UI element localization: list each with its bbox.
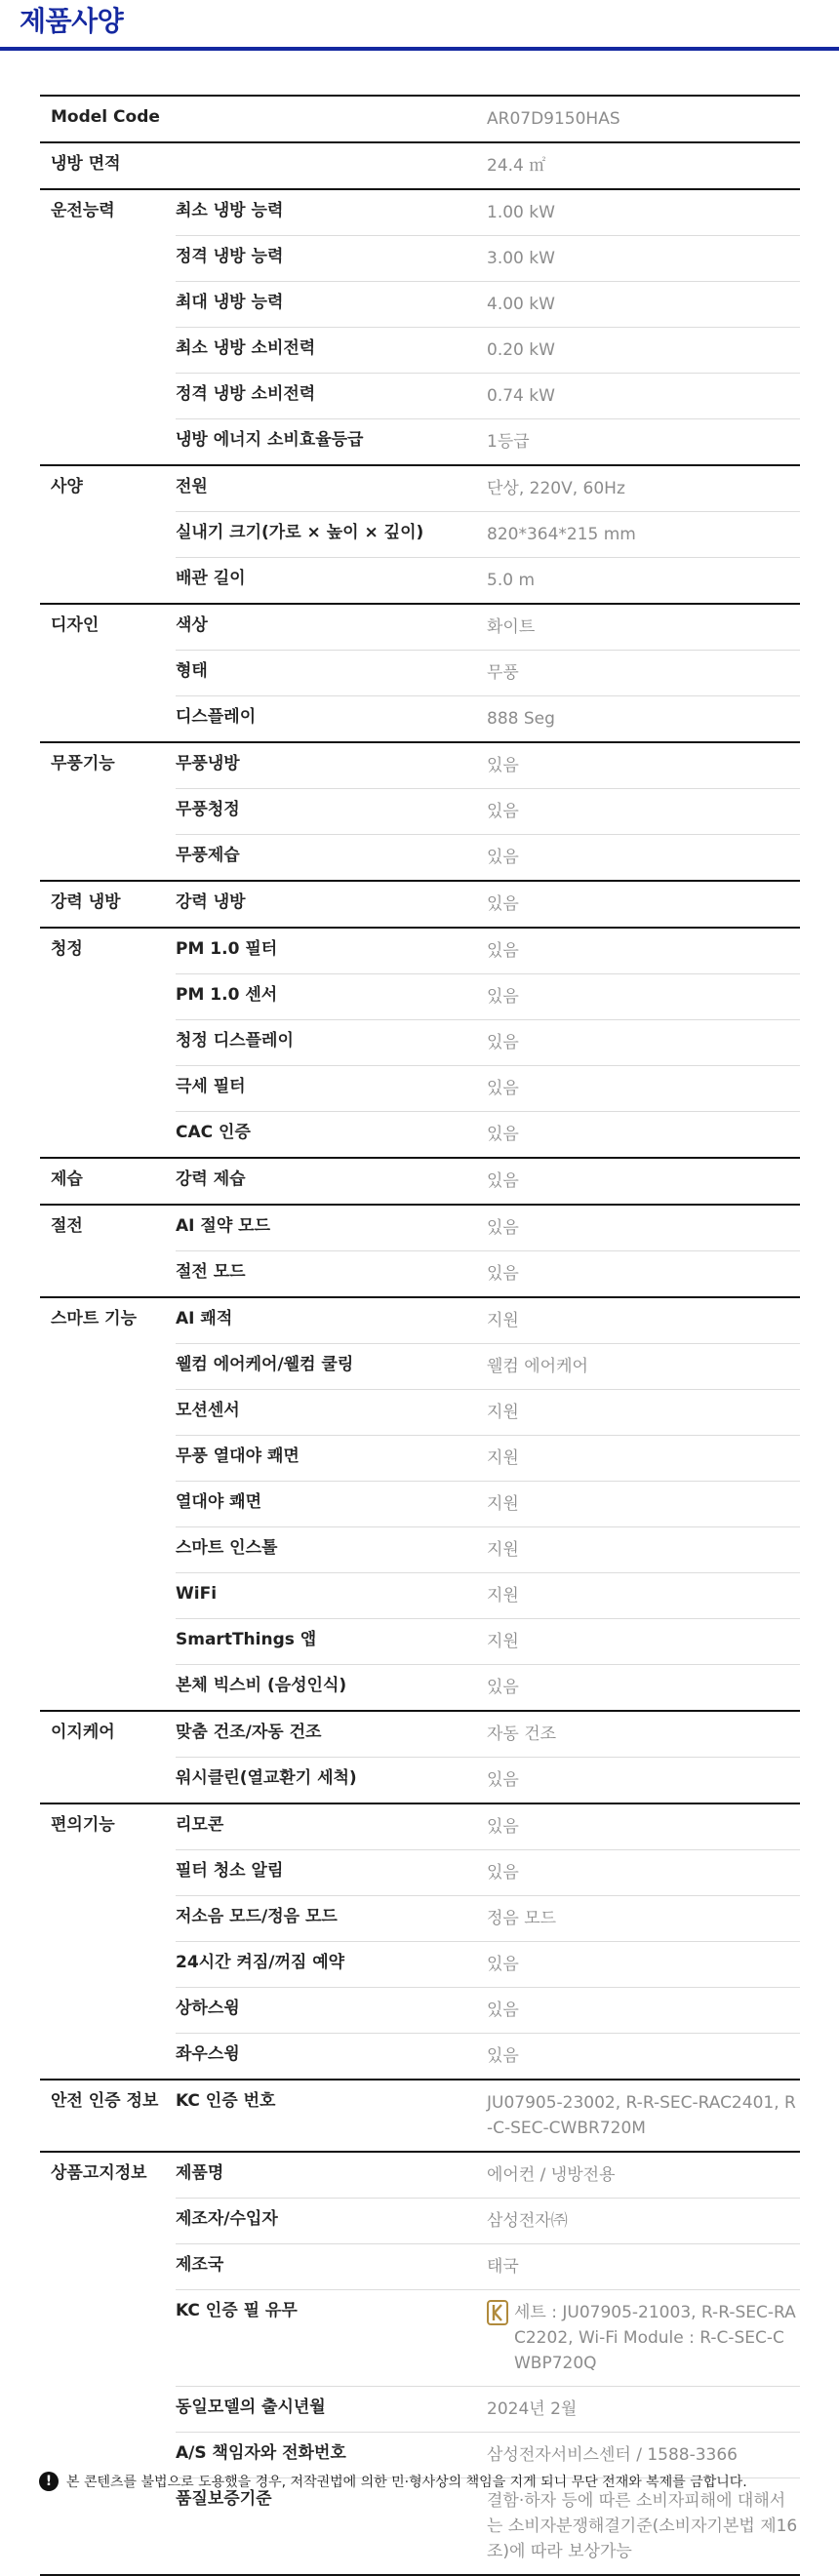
spec-row [176,835,800,880]
spec-value: 에어컨 / 냉방전용 [487,2165,616,2185]
spec-row [176,2034,800,2079]
spec-row [176,1527,800,1573]
spec-label: 최대 냉방 능력 [176,293,284,312]
spec-label: 전원 [176,477,208,496]
spec-row [176,1482,800,1527]
spec-label: 무풍청정 [176,800,240,819]
spec-group [40,190,800,466]
spec-row [176,419,800,464]
spec-value [487,2290,800,2386]
spec-value: 있음 [487,1863,519,1882]
spec-row [176,1619,800,1665]
spec-row [176,328,800,374]
spec-label: 색상 [176,615,208,635]
spec-row [176,374,800,419]
spec-group-name: 청정 [51,939,83,959]
spec-group-name: 스마트 기능 [51,1309,138,1328]
spec-row [487,143,800,188]
spec-label: 실내기 크기(가로 × 높이 × 깊이) [176,523,424,542]
spec-label: 극세 필터 [176,1077,246,1096]
spec-group [40,1712,800,1804]
spec-value: 무풍 [487,663,519,683]
spec-label: 강력 제습 [176,1169,246,1189]
spec-value: 단상, 220V, 60Hz [487,479,625,498]
spec-value: 자동 건조 [487,1724,557,1744]
spec-row [176,1206,800,1251]
spec-group [40,97,800,143]
spec-value: 있음 [487,802,519,821]
spec-value: 있음 [487,2001,519,2020]
spec-value: 0.20 kW [487,340,555,360]
spec-value: 삼성전자서비스센터 / 1588-3366 [487,2445,738,2465]
spec-label: AI 쾌적 [176,1309,233,1328]
spec-value: 있음 [487,1955,519,1974]
spec-table [40,95,800,2576]
spec-label: 무풍제습 [176,846,240,865]
spec-row [176,605,800,651]
spec-row [176,651,800,696]
spec-row [176,466,800,512]
spec-label: 스마트 인스톨 [176,1538,278,1558]
spec-row [176,1804,800,1850]
spec-group-name: 디자인 [51,615,100,635]
spec-row [176,789,800,835]
spec-label: 모션센서 [176,1401,240,1420]
spec-label: 동일모델의 출시년월 [176,2398,326,2417]
spec-value: 있음 [487,1033,519,1052]
spec-label: 리모콘 [176,1815,224,1835]
spec-label: CAC 인증 [176,1123,251,1142]
spec-value: 웰컴 에어케어 [487,1357,588,1376]
spec-row [176,1251,800,1296]
kc-mark-icon [487,2300,508,2325]
spec-value: 820*364*215 mm [487,525,636,544]
notice-text: 본 콘텐츠를 불법으로 도용했을 경우, 저작권법에 의한 민·형사상의 책임을 지게 되니 무단 전재와 복제를 금합니다. [66,2475,747,2490]
spec-group-name: 운전능력 [51,201,115,220]
spec-row [176,236,800,282]
spec-row [176,1573,800,1619]
spec-value: 있음 [487,1678,519,1697]
spec-group [40,2081,800,2153]
spec-label: PM 1.0 센서 [176,985,278,1005]
spec-value: 삼성전자㈜ [487,2211,568,2231]
spec-group [40,1206,800,1298]
spec-value: JU07905-23002, R-R-SEC-RAC2401, R-C-SEC-CWBR720M [487,2093,796,2138]
spec-label: 맞춤 건조/자동 건조 [176,1723,322,1742]
spec-value: 있음 [487,1079,519,1098]
spec-row [176,2290,800,2387]
spec-row [176,1436,800,1482]
spec-row [176,1896,800,1942]
spec-value: 있음 [487,1218,519,1238]
spec-value: 2024년 2월 [487,2399,578,2419]
spec-group [40,1159,800,1206]
spec-value: AR07D9150HAS [487,109,620,129]
spec-row [176,974,800,1020]
spec-value: 있음 [487,1770,519,1790]
spec-label: 필터 청소 알림 [176,1861,284,1881]
spec-value: 지원 [487,1403,519,1422]
spec-group-name: 냉방 면적 [51,154,121,174]
kc-value-text: 세트 : JU07905-21003, R-R-SEC-RAC2202, Wi-Fi Module : R-C-SEC-CWBP720Q [514,2303,796,2373]
spec-value: 4.00 kW [487,295,555,314]
spec-value: 1등급 [487,432,530,452]
spec-row [176,1112,800,1157]
spec-row [176,1298,800,1344]
spec-value: 5.0 m [487,571,535,590]
spec-label: KC 인증 번호 [176,2091,276,2111]
spec-row [176,882,800,927]
spec-group [40,1298,800,1712]
spec-row [176,1020,800,1066]
spec-label: 형태 [176,661,208,681]
spec-row [176,512,800,558]
spec-row [176,1758,800,1803]
spec-row [176,1850,800,1896]
spec-row [176,929,800,974]
copyright-notice [39,2472,810,2491]
page-title: 제품사양 [20,5,124,37]
spec-label: 제조국 [176,2255,224,2275]
spec-value: 결함·하자 등에 따른 소비자피해에 대해서는 소비자분쟁해결기준(소비자기본법 제16조)에 따라 보상가능 [487,2491,798,2561]
spec-label: KC 인증 필 유무 [176,2301,298,2320]
spec-label: 본체 빅스비 (음성인식) [176,1676,347,1695]
spec-row [176,1942,800,1988]
spec-label: AI 절약 모드 [176,1216,271,1236]
spec-label: 제조자/수입자 [176,2209,278,2229]
spec-label: 디스플레이 [176,707,257,727]
spec-value: 화이트 [487,617,536,637]
spec-row [176,2199,800,2244]
spec-group [40,882,800,929]
spec-group [40,1804,800,2081]
spec-label: PM 1.0 필터 [176,939,278,959]
spec-group [40,143,800,190]
spec-label: 제품명 [176,2163,224,2183]
spec-value: 있음 [487,756,519,775]
spec-label: 열대야 쾌면 [176,1492,262,1512]
spec-group-name: 무풍기능 [51,754,115,773]
spec-value: 정음 모드 [487,1909,557,1928]
spec-group-name: Model Code [51,107,160,127]
spec-group [40,743,800,882]
spec-value: 지원 [487,1540,519,1560]
spec-value: 있음 [487,2046,519,2066]
spec-row [176,1712,800,1758]
spec-group-name: 안전 인증 정보 [51,2091,159,2111]
spec-label: SmartThings 앱 [176,1630,317,1649]
spec-row [176,1159,800,1204]
spec-group-name: 강력 냉방 [51,892,121,912]
spec-label: 정격 냉방 소비전력 [176,384,316,404]
spec-row [176,2478,800,2574]
spec-value: 지원 [487,1632,519,1651]
spec-group-name: 상품고지정보 [51,2163,147,2183]
spec-row [176,2153,800,2199]
spec-group [40,466,800,605]
spec-value: 1.00 kW [487,203,555,222]
spec-row [176,1066,800,1112]
spec-row [487,97,800,141]
spec-value: 있음 [487,987,519,1007]
spec-row [176,282,800,328]
spec-value: 있음 [487,848,519,867]
spec-value: 있음 [487,941,519,961]
spec-row [176,558,800,603]
spec-value: 있음 [487,1264,519,1284]
spec-row [176,2387,800,2433]
spec-row [176,1344,800,1390]
spec-label: 최소 냉방 소비전력 [176,338,316,358]
spec-group-name: 사양 [51,477,83,496]
spec-row [176,2081,800,2151]
spec-value: 24.4 ㎡ [487,156,546,176]
spec-row [176,1390,800,1436]
spec-label: 웰컴 에어케어/웰컴 쿨링 [176,1355,354,1374]
spec-group-name: 편의기능 [51,1815,115,1835]
spec-value: 있음 [487,894,519,914]
spec-value: 지원 [487,1494,519,1514]
spec-label: 품질보증기준 [176,2489,272,2509]
spec-label: 냉방 에너지 소비효율등급 [176,430,364,450]
spec-group-name: 절전 [51,1216,83,1236]
warning-icon: ! [39,2472,59,2491]
spec-row [176,1988,800,2034]
spec-label: A/S 책임자와 전화번호 [176,2443,346,2463]
spec-label: 워시클린(열교환기 세척) [176,1768,357,1788]
spec-label: 상하스윙 [176,1999,240,2018]
spec-value: 있음 [487,1817,519,1837]
spec-label: 좌우스윙 [176,2044,240,2064]
spec-label: 24시간 켜짐/꺼짐 예약 [176,1953,345,1972]
spec-value: 지원 [487,1311,519,1330]
spec-group [40,605,800,743]
spec-value: 있음 [487,1125,519,1144]
spec-label: 청정 디스플레이 [176,1031,294,1050]
spec-value: 3.00 kW [487,249,555,268]
spec-value: 0.74 kW [487,386,555,406]
spec-row [176,696,800,741]
spec-value: 있음 [487,1171,519,1191]
spec-label: 정격 냉방 능력 [176,247,284,266]
spec-value: 지원 [487,1586,519,1605]
spec-group [40,929,800,1159]
spec-label: 강력 냉방 [176,892,246,912]
spec-row [176,2244,800,2290]
spec-row [176,743,800,789]
spec-label: 최소 냉방 능력 [176,201,284,220]
spec-value: 지원 [487,1448,519,1468]
spec-label: WiFi [176,1584,218,1604]
spec-label: 무풍 열대야 쾌면 [176,1447,300,1466]
spec-row [176,190,800,236]
spec-label: 절전 모드 [176,1262,246,1282]
spec-row [176,1665,800,1710]
spec-label: 무풍냉방 [176,754,240,773]
page-header [0,0,839,51]
spec-group-name: 제습 [51,1169,83,1189]
spec-value: 태국 [487,2257,519,2277]
spec-value: 888 Seg [487,709,555,729]
spec-label: 배관 길이 [176,569,246,588]
spec-group-name: 이지케어 [51,1723,115,1742]
spec-group [40,2153,800,2576]
spec-label: 저소음 모드/정음 모드 [176,1907,338,1926]
